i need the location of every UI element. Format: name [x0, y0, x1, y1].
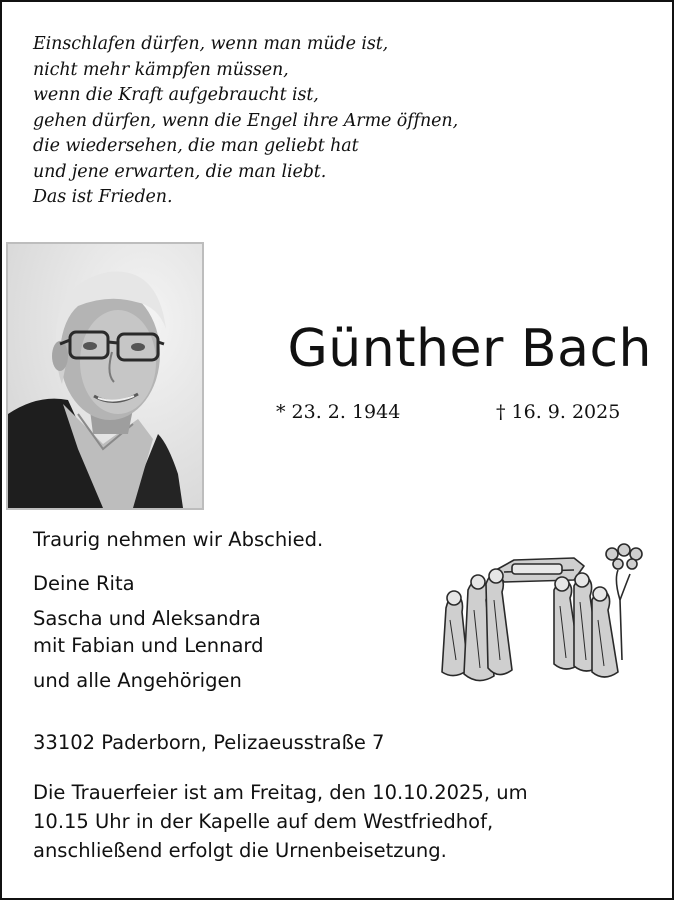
service-line: 10.15 Uhr in der Kapelle auf dem Westfriedhof,	[33, 810, 494, 833]
family-member: Deine Rita	[33, 572, 135, 595]
death-date: † 16. 9. 2025	[496, 401, 621, 423]
address: 33102 Paderborn, Pelizaeusstraße 7	[33, 731, 385, 754]
poem-line: Einschlafen dürfen, wenn man müde ist,	[33, 34, 389, 54]
farewell-text: Traurig nehmen wir Abschied.	[33, 528, 324, 551]
family-member: Sascha und Aleksandra	[33, 607, 261, 630]
family-member: und alle Angehörigen	[33, 669, 242, 692]
family-member: mit Fabian und Lennard	[33, 634, 264, 657]
poem-line: Das ist Frieden.	[33, 187, 173, 207]
poem-line: gehen dürfen, wenn die Engel ihre Arme öffnen,	[33, 110, 459, 131]
service-line: Die Trauerfeier ist am Freitag, den 10.10.2025, um	[33, 781, 528, 804]
funeral-procession-illustration	[434, 540, 650, 690]
family-list	[33, 570, 263, 694]
birth-date: * 23. 2. 1944	[276, 401, 401, 423]
deceased-name: Günther Bach	[287, 319, 652, 379]
poem-line: und jene erwarten, die man liebt.	[33, 161, 327, 182]
poem-line: nicht mehr kämpfen müssen,	[33, 59, 289, 80]
poem-line: die wiedersehen, die man geliebt hat	[33, 136, 359, 156]
service-info	[33, 778, 528, 865]
service-line: anschließend erfolgt die Urnenbeisetzung.	[33, 839, 447, 862]
poem-line: wenn die Kraft aufgebraucht ist,	[33, 85, 319, 105]
poem	[33, 32, 458, 211]
portrait-photo	[6, 242, 204, 510]
